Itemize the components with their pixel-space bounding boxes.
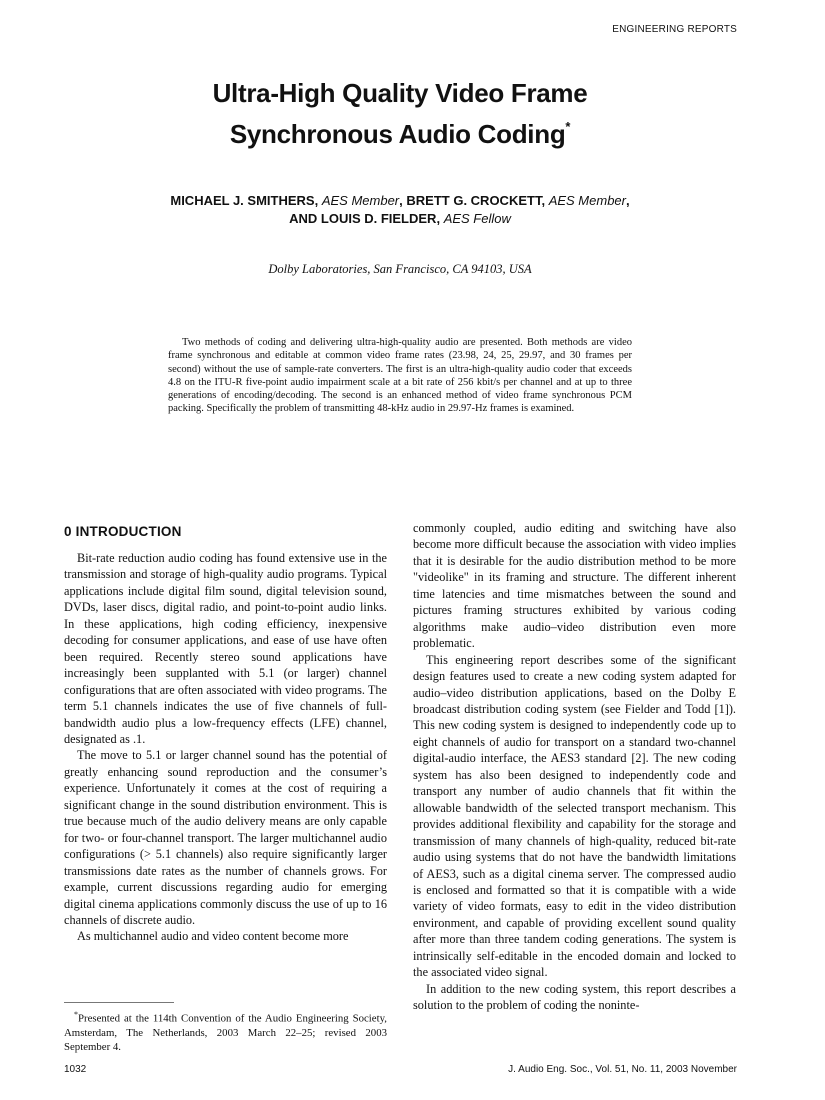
body-paragraph: The move to 5.1 or larger channel sound has the potential of greatly enhancing sound reproduction and the consumer’s experience. Unfortunately it comes at the cost of requiring a significant change in the sound distribution environment. This is true because much of the audio delivery means are only capable for two- or four-channel transport. The larger multichannel audio configurations (> 5.1 channels) also require significantly larger transmissions date rates as the number of channels grows. For example, current discussions regarding audio for emerging digital cinema applications commonly discuss the use of up to 16 channels of discrete audio. xyxy=(64,748,387,927)
right-column xyxy=(413,520,736,1014)
journal-citation: J. Audio Eng. Soc., Vol. 51, No. 11, 2003 November xyxy=(508,1064,737,1075)
body-paragraph: As multichannel audio and video content become more xyxy=(77,929,349,944)
author-separator-2: , xyxy=(626,193,630,208)
section-heading-introduction: 0 INTRODUCTION xyxy=(64,524,182,539)
running-head: ENGINEERING REPORTS xyxy=(612,24,737,35)
author-2-name: BRETT G. CROCKETT, xyxy=(406,193,546,208)
page-number: 1032 xyxy=(64,1064,87,1075)
footnote-text: Presented at the 114th Convention of the Audio Engineering Society, Amsterdam, The Netherlands, 2003 March 22–25; revised 2003 September 4. xyxy=(64,1012,387,1053)
title-line-2-text: Synchronous Audio Coding xyxy=(229,119,566,149)
paper-title xyxy=(0,76,800,151)
footnote xyxy=(64,1008,387,1054)
left-column xyxy=(64,550,387,945)
body-paragraph: In addition to the new coding system, this report describes a solution to the problem of coding the noninte- xyxy=(413,981,736,1013)
author-3-name: AND LOUIS D. FIELDER, xyxy=(289,211,441,226)
author-separator-1: , xyxy=(399,193,403,208)
footnote-divider xyxy=(64,1002,174,1003)
body-paragraph: This engineering report describes some of the significant design features used to create a new coding system adapted for audio–video distribution applications, based on the Dolby E broadcast distribution coding system (see Fielder and Todd [1]). This new coding system is designed to independently code up to eight channels of audio for transport on a standard two-channel digital-audio interface, the AES3 standard [2]. The new coding system has also been designed to independently code and transport any number of audio channels that fit within the allowable bandwidth of the selected transport mechanism. This provides additional flexibility and capability for the storage and transmission of many channels of high-quality, reduced bit-rate audio using systems that do not have the bandwidth limitations of AES3, such as a digital cinema server. The compressed audio is enclosed and formatted so that it is compatible with a wide variety of video formats, easy to edit in the video distribution environment, and capable of providing excellent sound quality after more than three tandem coding generations. The system is intrinsically self-editable in the encoded domain and locked to the associated video signal. xyxy=(413,652,736,980)
body-paragraph: Bit-rate reduction audio coding has found extensive use in the transmission and storage of high-quality audio programs. Typical applications include digital film sound, digital television sound, DVDs, laser discs, digital radio, and point-to-point audio links. In these applications, high coding efficiency, inexpensive decoding for consumer applications, and ease of use have often been required. Recently stereo sound applications have increasingly been supplanted with 5.1 (or larger) channel configurations that are often associated with video programs. The term 5.1 channels indicates the use of five channels of full-bandwidth audio plus a low-frequency effects (LFE) channel, designated as .1. xyxy=(64,551,387,746)
title-line-1: Ultra-High Quality Video Frame xyxy=(212,78,588,108)
author-line-1 xyxy=(0,192,800,210)
affiliation: Dolby Laboratories, San Francisco, CA 94103, USA xyxy=(268,262,532,276)
author-list xyxy=(0,192,800,228)
author-3-role: AES Fellow xyxy=(443,211,511,226)
body-paragraph: commonly coupled, audio editing and switching have also become more difficult because the association with video implies that it is desirable for the audio distribution method to be more "videolike" in its framing and structure. The different inherent time latencies and time mismatches between the sound and pictures framing structures exhibited by various coding algorithms make audio–video distribution even more problematic. xyxy=(413,521,736,651)
author-2-role: AES Member xyxy=(548,193,626,208)
title-line-2 xyxy=(0,110,800,151)
title-footnote-mark: * xyxy=(565,119,571,134)
author-line-2 xyxy=(0,210,800,228)
author-1-role: AES Member xyxy=(321,193,400,208)
abstract: Two methods of coding and delivering ultra-high-quality audio are presented. Both methods are video frame synchronous and editable at common video frame rates (23.98, 24, 25, 29.97, and 30 frames per second) without the use of sample-rate converters. The first is an ultra-high-quality audio coder that exceeds 4.8 on the ITU-R five-point audio impairment scale at a bit rate of 256 kbit/s per channel and at up to three generations of encoding/decoding. The second is an enhanced method of video frame synchronous PCM packing. Specifically the problem of transmitting 48-kHz audio in 29.97-Hz frames is examined. xyxy=(168,337,632,415)
author-1-name: MICHAEL J. SMITHERS, xyxy=(170,193,319,208)
footnote-mark: * xyxy=(74,1010,78,1019)
